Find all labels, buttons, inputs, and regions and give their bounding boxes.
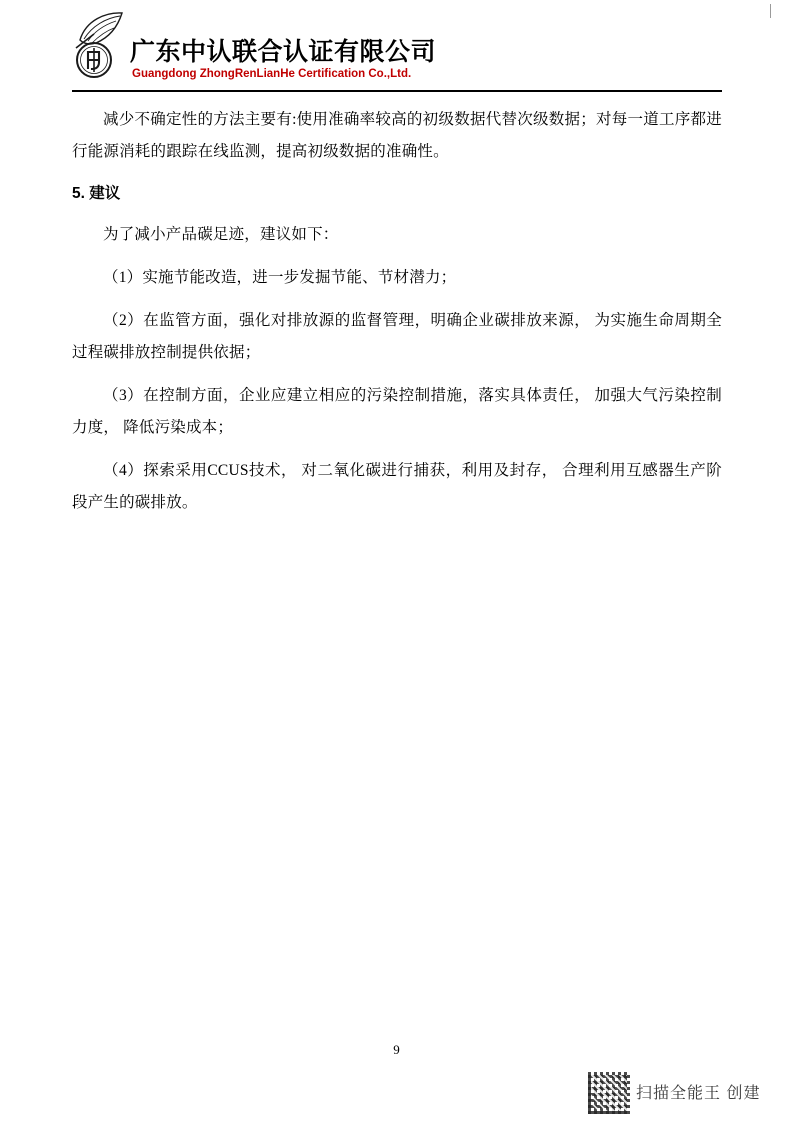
paragraph-uncertainty: 减少不确定性的方法主要有:使用准确率较高的初级数据代替次级数据；对每一道工序都进行能源消耗的跟踪在线监测，提高初级数据的准确性。 [72,111,722,160]
section-heading-suggestions: 5. 建议 [72,185,121,202]
paragraph-lead-in: 为了减小产品碳足迹，建议如下： [103,226,339,243]
list-item: （2）在监管方面，强化对排放源的监督管理，明确企业碳排放来源， 为实施生命周期全过程碳排放控制提供依据； [72,312,722,361]
watermark-label: 扫描全能王 创建 [636,1085,761,1102]
feather-seal-logo-icon [72,10,130,80]
scan-watermark [588,1072,768,1114]
list-item: （4）探索采用CCUS技术， 对二氧化碳进行捕获，利用及封存， 合理利用互感器生产阶段产生的碳排放。 [72,462,722,511]
page-number: 9 [393,1042,400,1057]
company-name-en: Guangdong ZhongRenLianHe Certification Co.,Ltd. [132,68,412,80]
company-name-cn: 广东中认联合认证有限公司 [130,38,437,66]
list-item: （1）实施节能改造，进一步发掘节能、节材潜力； [103,269,457,286]
document-header [72,8,722,90]
crop-mark [770,4,771,18]
list-item: （3）在控制方面，企业应建立相应的污染控制措施，落实具体责任， 加强大气污染控制力度， 降低污染成本； [72,387,722,436]
document-content [72,104,722,530]
header-divider [72,90,722,92]
qr-code-icon [588,1072,630,1114]
